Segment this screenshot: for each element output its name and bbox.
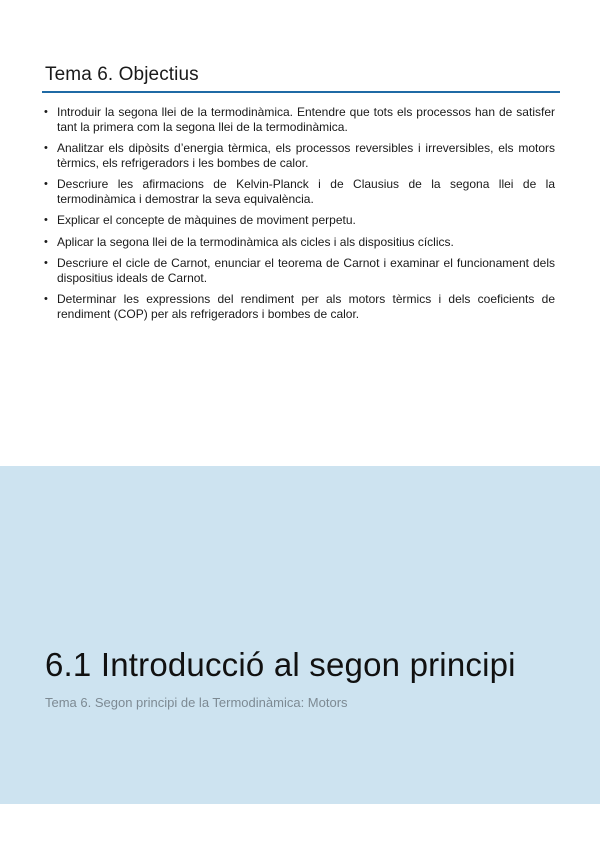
bullet-icon: •: [44, 178, 48, 190]
objective-text: Introduir la segona llei de la termodinàmica. Entendre que tots els processos han de satisfer tant la primera com la segona llei de la termodinàmica.: [57, 105, 555, 134]
objective-text: Descriure el cicle de Carnot, enunciar el teorema de Carnot i examinar el funcionament dels dispositius ideals de Carnot.: [57, 256, 555, 285]
section-subtitle: Tema 6. Segon principi de la Termodinàmica: Motors: [45, 695, 348, 710]
objective-text: Determinar les expressions del rendiment per als motors tèrmics i dels coeficients de rendiment (COP) per als refrigeradors i bombes de calor.: [57, 292, 555, 321]
list-item: [44, 292, 555, 321]
list-item: [44, 213, 555, 228]
list-item: [44, 141, 555, 170]
heading-divider: [42, 91, 560, 93]
bullet-icon: •: [44, 257, 48, 269]
bullet-icon: •: [44, 235, 48, 248]
objectives-list: [44, 105, 555, 328]
bullet-icon: •: [44, 293, 48, 305]
bullet-icon: •: [44, 214, 48, 226]
bullet-icon: •: [44, 142, 48, 154]
objectives-heading: Tema 6. Objectius: [45, 64, 199, 85]
list-item: [44, 235, 555, 250]
list-item: [44, 105, 555, 134]
list-item: [44, 256, 555, 285]
objective-text: Explicar el concepte de màquines de moviment perpetu.: [57, 213, 356, 227]
section-banner: [0, 466, 600, 804]
objective-text: Aplicar la segona llei de la termodinàmica als cicles i als dispositius cíclics.: [57, 234, 454, 249]
bullet-icon: •: [44, 106, 48, 118]
objective-text: Analitzar els dipòsits d’energia tèrmica, els processos reversibles i irreversibles, els motors tèrmics, els refrigeradors i les bombes de calor.: [57, 141, 555, 170]
section-title: 6.1 Introducció al segon principi: [45, 646, 516, 683]
objective-text: Descriure les afirmacions de Kelvin-Planck i de Clausius de la segona llei de la termodinàmica i demostrar la seva equivalència.: [57, 177, 555, 206]
list-item: [44, 177, 555, 206]
